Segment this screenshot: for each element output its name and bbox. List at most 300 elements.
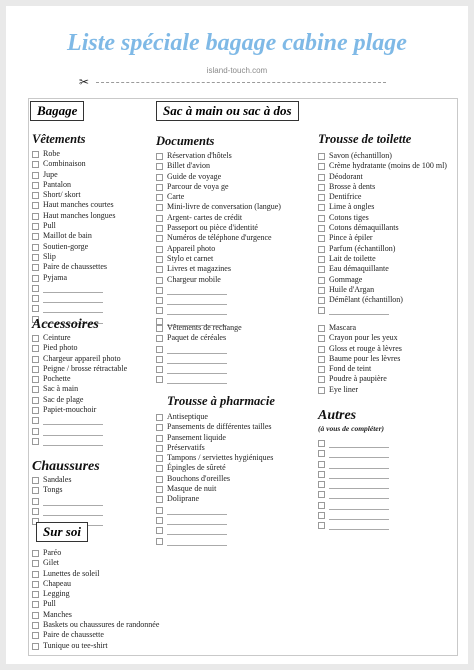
list-item: [32, 485, 103, 495]
item-label: Manches: [43, 609, 72, 619]
blank-item: [32, 415, 127, 425]
checkbox[interactable]: [156, 184, 163, 191]
list-item: [156, 192, 281, 202]
item-label: Chargeur mobile: [167, 274, 221, 284]
blank-line[interactable]: [329, 471, 389, 479]
item-label: Sac de plage: [43, 394, 84, 404]
checkbox[interactable]: [318, 481, 325, 488]
checkbox[interactable]: [32, 254, 39, 261]
list-item: [156, 213, 281, 223]
cut-line: [96, 82, 386, 83]
list-item: [32, 610, 159, 620]
checkbox[interactable]: [156, 246, 163, 253]
checkbox[interactable]: [318, 461, 325, 468]
checkbox[interactable]: [32, 233, 39, 240]
list-item: [156, 161, 281, 171]
item-label: Baume pour les lèvres: [329, 353, 401, 363]
checkbox[interactable]: [156, 527, 163, 534]
item-label: Chargeur appareil photo: [43, 353, 121, 363]
sursoi-header: Sur soi: [36, 522, 88, 542]
checkbox[interactable]: [318, 256, 325, 263]
checkbox[interactable]: [32, 622, 39, 629]
checkbox[interactable]: [156, 325, 163, 332]
list-item: [156, 453, 273, 463]
item-label: Sac à main: [43, 384, 79, 394]
list-item: [32, 221, 115, 231]
list-item: [318, 151, 447, 161]
checkbox[interactable]: [32, 275, 39, 282]
blank-item: [318, 510, 389, 520]
checkbox[interactable]: [32, 632, 39, 639]
list-item: [318, 223, 447, 233]
list-item: [156, 275, 281, 285]
blank-item: [32, 496, 103, 506]
blank-line[interactable]: [167, 297, 227, 305]
checkbox[interactable]: [156, 194, 163, 201]
item-label: Sandales: [43, 475, 72, 484]
checkbox[interactable]: [318, 502, 325, 509]
section-trousse: Trousse de toilette: [318, 132, 412, 146]
checkbox[interactable]: [32, 612, 39, 619]
checkbox[interactable]: [156, 174, 163, 181]
item-label: Antiseptique: [167, 412, 208, 421]
blank-line[interactable]: [329, 461, 389, 469]
checkbox[interactable]: [318, 335, 325, 342]
list-item: [156, 151, 281, 161]
list-item: [32, 384, 127, 394]
item-label: Pansement liquide: [167, 432, 226, 442]
item-label: Baskets ou chaussures de randonnée: [43, 620, 160, 630]
checkbox[interactable]: [156, 538, 163, 545]
checkbox[interactable]: [32, 223, 39, 230]
item-label: Préservatifs: [167, 442, 205, 452]
checkbox[interactable]: [32, 202, 39, 209]
list-item: [156, 254, 281, 264]
blank-line[interactable]: [43, 417, 103, 425]
blank-line[interactable]: [329, 481, 389, 489]
checkbox[interactable]: [32, 487, 39, 494]
item-label: Eye liner: [329, 384, 359, 394]
checkbox[interactable]: [156, 366, 163, 373]
checkbox[interactable]: [32, 345, 39, 352]
list-item: [318, 213, 447, 223]
item-label: Pochette: [43, 374, 71, 384]
checkbox[interactable]: [156, 476, 163, 483]
blank-line[interactable]: [43, 305, 103, 313]
checkbox[interactable]: [156, 287, 163, 294]
list-item: [32, 190, 115, 200]
item-label: Peigne / brosse rétractable: [43, 363, 128, 373]
blank-item: [156, 285, 281, 295]
blank-item: [318, 489, 389, 499]
list-sac-extra: [156, 323, 242, 385]
checkbox[interactable]: [156, 256, 163, 263]
list-item: [32, 364, 127, 374]
blank-line[interactable]: [43, 438, 103, 446]
item-label: Mini-livre de conversation (langue): [167, 202, 281, 212]
item-label: Pull: [43, 221, 56, 231]
checkbox[interactable]: [318, 225, 325, 232]
item-label: Masque de nuit: [167, 484, 217, 494]
checkbox[interactable]: [156, 414, 163, 421]
blank-item: [32, 506, 103, 516]
list-item: [318, 385, 402, 395]
blank-line[interactable]: [167, 356, 227, 364]
checkbox[interactable]: [32, 213, 39, 220]
checkbox[interactable]: [32, 417, 39, 424]
autres-note: (à vous de compléter): [318, 424, 385, 433]
blank-line[interactable]: [167, 527, 227, 535]
list-item: [318, 244, 447, 254]
list-item: [318, 295, 447, 305]
checkbox[interactable]: [318, 471, 325, 478]
item-label: Paire de chaussette: [43, 630, 104, 640]
checkbox[interactable]: [32, 560, 39, 567]
checkbox[interactable]: [156, 215, 163, 222]
site-url: island-touch.com: [206, 66, 268, 75]
list-item: [318, 374, 402, 384]
list-item: [32, 589, 159, 599]
checkbox[interactable]: [32, 161, 39, 168]
checkbox[interactable]: [32, 335, 39, 342]
checkbox[interactable]: [318, 325, 325, 332]
checkbox[interactable]: [318, 450, 325, 457]
blank-item: [156, 515, 273, 525]
blank-line[interactable]: [329, 512, 389, 520]
checkbox[interactable]: [318, 194, 325, 201]
item-label: Chapeau: [43, 578, 71, 588]
checkbox[interactable]: [32, 438, 39, 445]
checkbox[interactable]: [156, 455, 163, 462]
list-item: [156, 333, 242, 343]
item-label: Appareil photo: [167, 243, 216, 253]
list-accessoires: [32, 333, 127, 446]
item-label: Stylo et carnet: [167, 253, 214, 263]
blank-line[interactable]: [43, 428, 103, 436]
checkbox[interactable]: [318, 215, 325, 222]
list-item: [32, 200, 115, 210]
checkbox[interactable]: [318, 277, 325, 284]
checkbox[interactable]: [318, 512, 325, 519]
list-item: [32, 569, 159, 579]
checkbox[interactable]: [318, 235, 325, 242]
item-label: Gilet: [43, 558, 59, 568]
checkbox[interactable]: [32, 305, 39, 312]
item-label: Déodorant: [329, 171, 363, 181]
list-item: [32, 395, 127, 405]
checkbox[interactable]: [32, 550, 39, 557]
list-item: [156, 233, 281, 243]
item-label: Mascara: [329, 323, 357, 332]
blank-item: [32, 283, 115, 293]
blank-item: [318, 479, 389, 489]
blank-item: [318, 500, 389, 510]
list-item: [156, 223, 281, 233]
item-label: Doliprane: [167, 494, 199, 504]
list-item: [32, 211, 115, 221]
checkbox[interactable]: [156, 235, 163, 242]
list-item: [32, 579, 159, 589]
sac-header: Sac à main ou sac à dos: [156, 101, 299, 121]
checkbox[interactable]: [156, 507, 163, 514]
list-item: [32, 170, 115, 180]
checkbox[interactable]: [318, 376, 325, 383]
list-item: [32, 475, 103, 485]
item-label: Robe: [43, 149, 60, 158]
blank-line[interactable]: [167, 517, 227, 525]
item-label: Bouchons d'oreilles: [167, 473, 230, 483]
checkbox[interactable]: [318, 356, 325, 363]
item-label: Billet d'avion: [167, 161, 210, 171]
blank-line[interactable]: [167, 538, 227, 546]
checkbox[interactable]: [32, 397, 39, 404]
list-item: [156, 422, 273, 432]
checkbox[interactable]: [156, 424, 163, 431]
checkbox[interactable]: [32, 172, 39, 179]
item-label: Tongs: [43, 485, 63, 495]
blank-item: [156, 295, 281, 305]
checkbox[interactable]: [318, 184, 325, 191]
blank-item: [156, 344, 242, 354]
list-item: [318, 285, 447, 295]
list-vetements: [32, 149, 115, 324]
list-item: [318, 202, 447, 212]
blank-line[interactable]: [167, 366, 227, 374]
item-label: Réservation d'hôtels: [167, 151, 232, 160]
checkbox[interactable]: [32, 571, 39, 578]
item-label: Tampons / serviettes hygiéniques: [167, 453, 274, 463]
checkbox[interactable]: [32, 591, 39, 598]
checkbox[interactable]: [156, 435, 163, 442]
checkbox[interactable]: [318, 163, 325, 170]
checkbox[interactable]: [156, 225, 163, 232]
blank-line[interactable]: [329, 307, 389, 315]
section-autres: Autres: [318, 408, 357, 423]
list-item: [32, 252, 115, 262]
checkbox[interactable]: [32, 407, 39, 414]
list-item: [156, 412, 273, 422]
checkbox[interactable]: [156, 356, 163, 363]
checkbox[interactable]: [318, 522, 325, 529]
item-label: Pantalon: [43, 179, 71, 189]
blank-item: [318, 448, 389, 458]
checkbox[interactable]: [318, 307, 325, 314]
blank-line[interactable]: [43, 498, 103, 506]
checkbox[interactable]: [32, 182, 39, 189]
list-item: [318, 182, 447, 192]
list-item: [318, 275, 447, 285]
blank-line[interactable]: [43, 508, 103, 516]
list-item: [318, 233, 447, 243]
checkbox[interactable]: [32, 386, 39, 393]
item-label: Passeport ou pièce d'identité: [167, 223, 258, 233]
list-item: [156, 202, 281, 212]
checkbox[interactable]: [32, 581, 39, 588]
checkbox[interactable]: [318, 366, 325, 373]
item-label: Dentifrice: [329, 192, 362, 202]
checkbox[interactable]: [156, 486, 163, 493]
checkbox[interactable]: [156, 496, 163, 503]
list-item: [32, 374, 127, 384]
checkbox[interactable]: [318, 174, 325, 181]
list-item: [32, 231, 115, 241]
list-item: [318, 323, 402, 333]
list-item: [32, 620, 159, 630]
checkbox[interactable]: [156, 346, 163, 353]
blank-line[interactable]: [167, 346, 227, 354]
list-item: [32, 630, 159, 640]
item-label: Livres et magazines: [167, 264, 231, 274]
blank-line[interactable]: [329, 522, 389, 530]
checkbox[interactable]: [156, 465, 163, 472]
checkbox[interactable]: [156, 297, 163, 304]
list-item: [318, 254, 447, 264]
blank-line[interactable]: [167, 507, 227, 515]
checkbox[interactable]: [32, 192, 39, 199]
item-label: Paire de chaussettes: [43, 262, 107, 272]
checkbox[interactable]: [32, 376, 39, 383]
checkbox[interactable]: [318, 246, 325, 253]
item-label: Cotons démaquillants: [329, 223, 399, 233]
checkbox[interactable]: [318, 387, 325, 394]
list-item: [32, 180, 115, 190]
checkbox[interactable]: [32, 264, 39, 271]
item-label: Savon (échantillon): [329, 151, 392, 160]
list-autres: [318, 438, 389, 531]
list-item: [318, 354, 402, 364]
list-item: [156, 463, 273, 473]
blank-item: [318, 520, 389, 530]
item-label: Maillot de bain: [43, 231, 92, 241]
item-label: Legging: [43, 589, 70, 599]
item-label: Crayon pour les yeux: [329, 333, 398, 343]
checkbox[interactable]: [156, 445, 163, 452]
list-trousse-2: [318, 323, 402, 395]
checkbox[interactable]: [156, 307, 163, 314]
list-item: [156, 494, 273, 504]
checkbox[interactable]: [318, 346, 325, 353]
checkbox[interactable]: [32, 428, 39, 435]
list-item: [32, 599, 159, 609]
checkbox[interactable]: [32, 601, 39, 608]
checkbox[interactable]: [32, 508, 39, 515]
checkbox[interactable]: [156, 335, 163, 342]
list-item: [156, 244, 281, 254]
list-trousse: [318, 151, 447, 316]
list-item: [318, 172, 447, 182]
blank-line[interactable]: [329, 450, 389, 458]
checkbox[interactable]: [318, 287, 325, 294]
item-label: Pansements de différentes tailles: [167, 422, 272, 432]
list-item: [156, 264, 281, 274]
blank-item: [32, 436, 127, 446]
list-item: [156, 323, 242, 333]
item-label: Guide de voyage: [167, 171, 222, 181]
list-item: [156, 433, 273, 443]
page-title: Liste spéciale bagage cabine plage: [67, 30, 407, 56]
list-item: [32, 159, 115, 169]
checkbox[interactable]: [156, 277, 163, 284]
item-label: Numéros de téléphone d'urgence: [167, 233, 272, 243]
checkbox[interactable]: [32, 295, 39, 302]
item-label: Huile d'Argan: [329, 284, 375, 294]
checkbox[interactable]: [32, 643, 39, 650]
checkbox[interactable]: [318, 491, 325, 498]
list-item: [318, 264, 447, 274]
item-label: Paréo: [43, 548, 62, 557]
blank-item: [318, 305, 447, 315]
checkbox[interactable]: [156, 376, 163, 383]
checkbox[interactable]: [318, 266, 325, 273]
checkbox[interactable]: [32, 285, 39, 292]
blank-line[interactable]: [43, 285, 103, 293]
list-pharmacie: [156, 412, 273, 546]
scissors-icon: ✂: [79, 75, 90, 89]
item-label: Épingles de sûreté: [167, 463, 226, 473]
item-label: Slip: [43, 251, 56, 261]
blank-line[interactable]: [329, 491, 389, 499]
checkbox[interactable]: [318, 204, 325, 211]
item-label: Haut manches longues: [43, 210, 116, 220]
checkbox[interactable]: [156, 517, 163, 524]
list-item: [156, 172, 281, 182]
blank-line[interactable]: [43, 295, 103, 303]
checkbox[interactable]: [32, 356, 39, 363]
item-label: Gommage: [329, 274, 363, 284]
checkbox[interactable]: [156, 204, 163, 211]
item-label: Parfum (échantillon): [329, 243, 396, 253]
item-label: Papiet-mouchoir: [43, 405, 97, 415]
blank-line[interactable]: [167, 376, 227, 384]
blank-line[interactable]: [329, 440, 389, 448]
list-item: [156, 182, 281, 192]
checkbox[interactable]: [32, 477, 39, 484]
checkbox[interactable]: [318, 297, 325, 304]
item-label: Pince à épiler: [329, 233, 373, 243]
list-item: [32, 558, 159, 568]
blank-item: [156, 505, 273, 515]
blank-item: [156, 536, 273, 546]
list-item: [32, 262, 115, 272]
item-label: Crème hydratante (moins de 100 ml): [329, 161, 447, 171]
checkbox[interactable]: [318, 153, 325, 160]
list-item: [32, 242, 115, 252]
item-label: Vêtements de rechange: [167, 323, 242, 332]
item-label: Fond de teint: [329, 364, 372, 374]
blank-line[interactable]: [167, 287, 227, 295]
checkbox[interactable]: [156, 163, 163, 170]
item-label: Démêlant (échantillon): [329, 295, 403, 305]
list-item: [32, 343, 127, 353]
blank-line[interactable]: [329, 502, 389, 510]
list-item: [318, 333, 402, 343]
item-label: Poudre à paupière: [329, 374, 387, 384]
blank-line[interactable]: [167, 307, 227, 315]
item-label: Combinaison: [43, 159, 86, 169]
checkbox[interactable]: [32, 244, 39, 251]
section-chaussures: Chaussures: [32, 459, 100, 474]
checkbox[interactable]: [318, 440, 325, 447]
checkbox[interactable]: [32, 366, 39, 373]
checkbox[interactable]: [32, 151, 39, 158]
checkbox[interactable]: [32, 498, 39, 505]
list-item: [32, 548, 159, 558]
checkbox[interactable]: [156, 153, 163, 160]
item-label: Tunique ou tee-shirt: [43, 640, 108, 650]
blank-item: [156, 374, 242, 384]
blank-item: [156, 305, 281, 315]
checkbox[interactable]: [156, 266, 163, 273]
